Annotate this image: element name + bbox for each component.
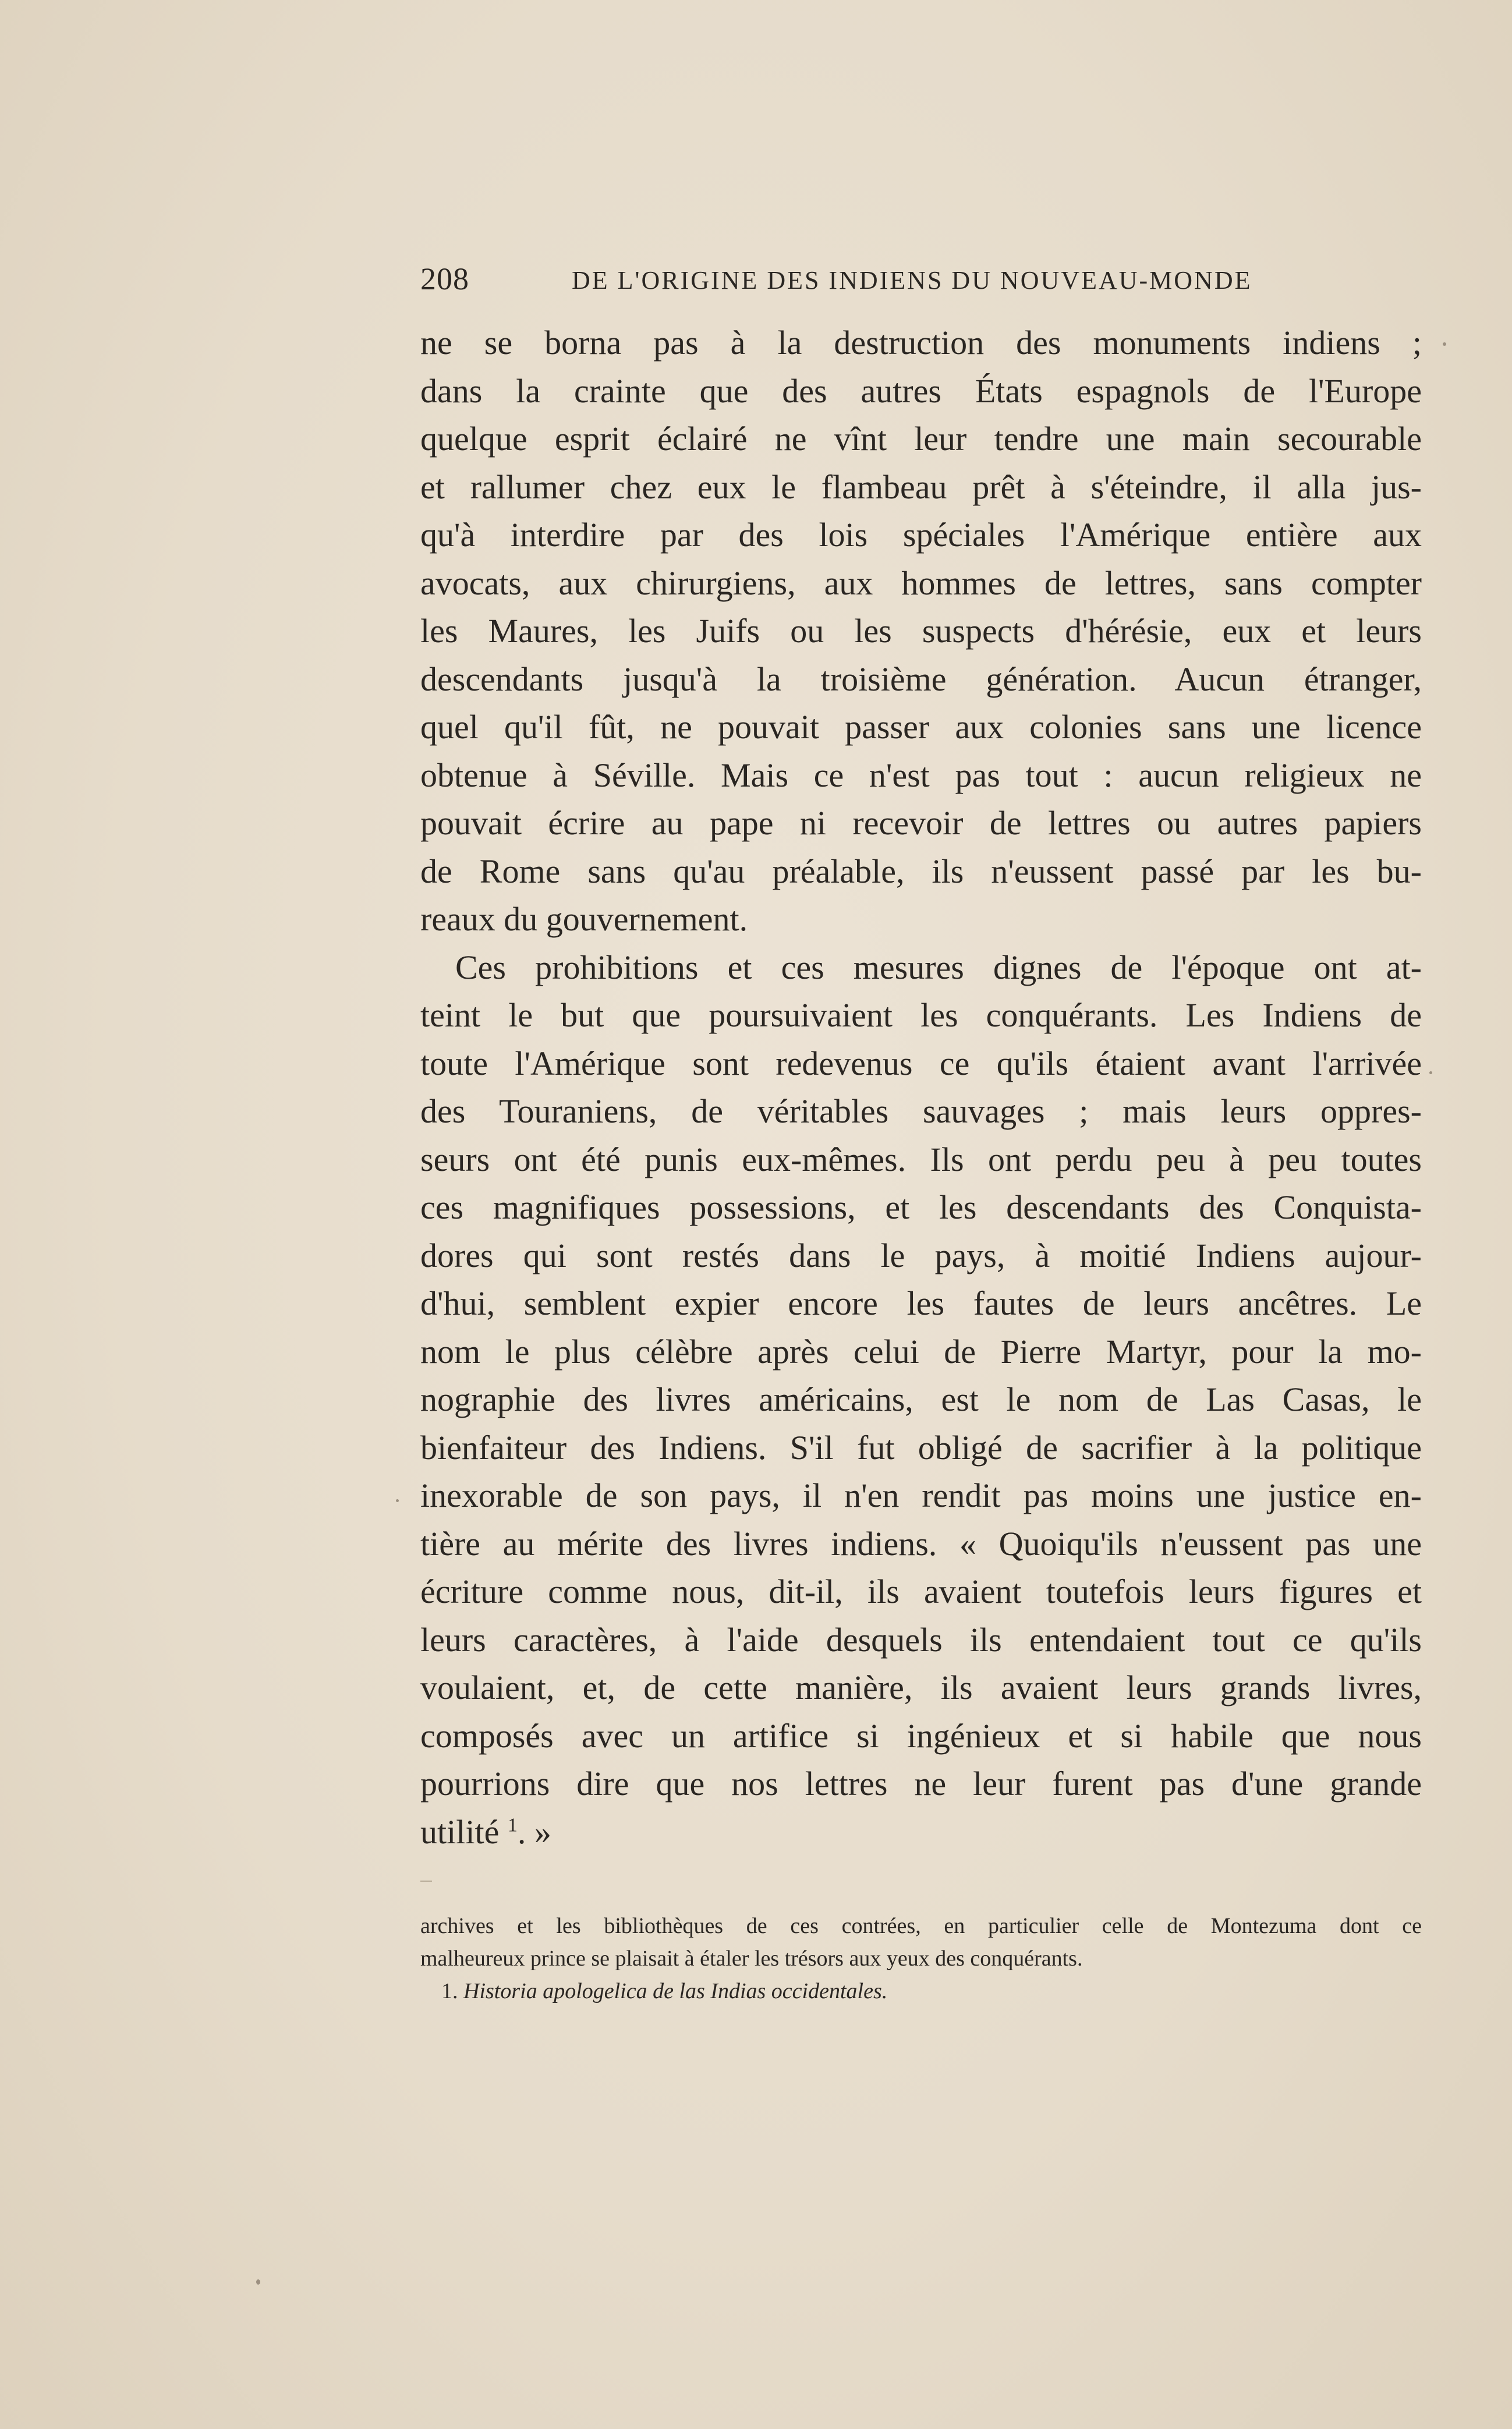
text-line: et rallumer chez eux le flambeau prêt à s'éteindre, il alla jus- bbox=[420, 468, 1422, 506]
text-line-paragraph-end: reaux du gouvernement. bbox=[420, 900, 748, 938]
text-line: descendants jusqu'à la troisième génération. Aucun étranger, bbox=[420, 660, 1422, 698]
text-line: qu'à interdire par des lois spéciales l'Amérique entière aux bbox=[420, 516, 1422, 554]
page-number: 208 bbox=[420, 261, 469, 296]
text-line: d'hui, semblent expier encore les fautes de leurs ancêtres. Le bbox=[420, 1284, 1422, 1322]
text-line: dans la crainte que des autres États espagnols de l'Europe bbox=[420, 371, 1422, 410]
running-title: DE L'ORIGINE DES INDIENS DU NOUVEAU-MONDE bbox=[572, 266, 1252, 295]
text-line: de Rome sans qu'au préalable, ils n'eussent passé par les bu- bbox=[420, 852, 1422, 890]
footnote-1-text: Historia apologelica de las Indias occidentales. bbox=[463, 1979, 888, 2003]
text-line: quelque esprit éclairé ne vînt leur tendre une main secourable bbox=[420, 420, 1422, 458]
text-line: les Maures, les Juifs ou les suspects d'hérésie, eux et leurs bbox=[420, 612, 1422, 650]
paper-speck bbox=[256, 2279, 260, 2285]
text-line: quel qu'il fût, ne pouvait passer aux colonies sans une licence bbox=[420, 708, 1422, 746]
text-line: écriture comme nous, dit-il, ils avaient toutefois leurs figures et bbox=[420, 1573, 1422, 1610]
text-line: inexorable de son pays, il n'en rendit pas moins une justice en- bbox=[420, 1476, 1422, 1514]
text-line: teint le but que poursuivaient les conquérants. Les Indiens de bbox=[420, 996, 1422, 1034]
text-line: ne se borna pas à la destruction des monuments indiens ; bbox=[420, 324, 1422, 362]
paper-speck bbox=[1429, 1071, 1432, 1074]
text-line: leurs caractères, à l'aide desquels ils entendaient tout ce qu'ils bbox=[420, 1620, 1422, 1659]
closing-quote: . » bbox=[517, 1812, 551, 1851]
footnote-1-number: 1. bbox=[441, 1979, 458, 2003]
running-head bbox=[420, 261, 1288, 302]
text-line: toute l'Amérique sont redevenus ce qu'ils étaient avant l'arrivée bbox=[420, 1044, 1422, 1082]
text-line: pouvait écrire au pape ni recevoir de lettres ou autres papiers bbox=[420, 804, 1422, 842]
footnote-continuation-line: malheureux prince se plaisait à étaler les trésors aux yeux des conquérants. bbox=[420, 1946, 1083, 1971]
text-line: bienfaiteur des Indiens. S'il fut obligé de sacrifier à la politique bbox=[420, 1428, 1422, 1467]
text-line: composés avec un artifice si ingénieux et si habile que nous bbox=[420, 1716, 1422, 1755]
text-line: seurs ont été punis eux-mêmes. Ils ont perdu peu à peu toutes bbox=[420, 1140, 1422, 1178]
text-line: dores qui sont restés dans le pays, à moitié Indiens aujour- bbox=[420, 1236, 1422, 1274]
footnote-reference-mark: 1 bbox=[507, 1814, 518, 1836]
text-line: avocats, aux chirurgiens, aux hommes de lettres, sans compter bbox=[420, 564, 1422, 602]
body-text bbox=[420, 319, 1422, 1856]
text-line: des Touraniens, de véritables sauvages ; mais leurs oppres- bbox=[420, 1092, 1422, 1130]
final-word: utilité bbox=[420, 1812, 500, 1851]
text-line: tière au mérite des livres indiens. « Quoiqu'ils n'eussent pas une bbox=[420, 1524, 1422, 1563]
text-line: pourrions dire que nos lettres ne leur furent pas d'une grande bbox=[420, 1765, 1422, 1803]
footnote-continuation-line: archives et les bibliothèques de ces contrées, en particulier celle de Montezuma dont ce bbox=[420, 1914, 1422, 1938]
text-line-final bbox=[420, 1808, 1422, 1857]
paper-speck bbox=[396, 1499, 399, 1502]
text-line: voulaient, et, de cette manière, ils avaient leurs grands livres, bbox=[420, 1669, 1422, 1706]
footnote-separator bbox=[420, 1881, 432, 1882]
text-line: nom le plus célèbre après celui de Pierre Martyr, pour la mo- bbox=[420, 1332, 1422, 1371]
footnote-1 bbox=[420, 1975, 1422, 2007]
paper-speck bbox=[1443, 342, 1446, 346]
text-line-paragraph-start: Ces prohibitions et ces mesures dignes de l'époque ont at- bbox=[455, 948, 1422, 986]
text-line: nographie des livres américains, est le nom de Las Casas, le bbox=[420, 1380, 1422, 1418]
footnotes bbox=[420, 1910, 1422, 2007]
text-line: ces magnifiques possessions, et les descendants des Conquista- bbox=[420, 1188, 1422, 1226]
text-line: obtenue à Séville. Mais ce n'est pas tout : aucun religieux ne bbox=[420, 756, 1422, 794]
